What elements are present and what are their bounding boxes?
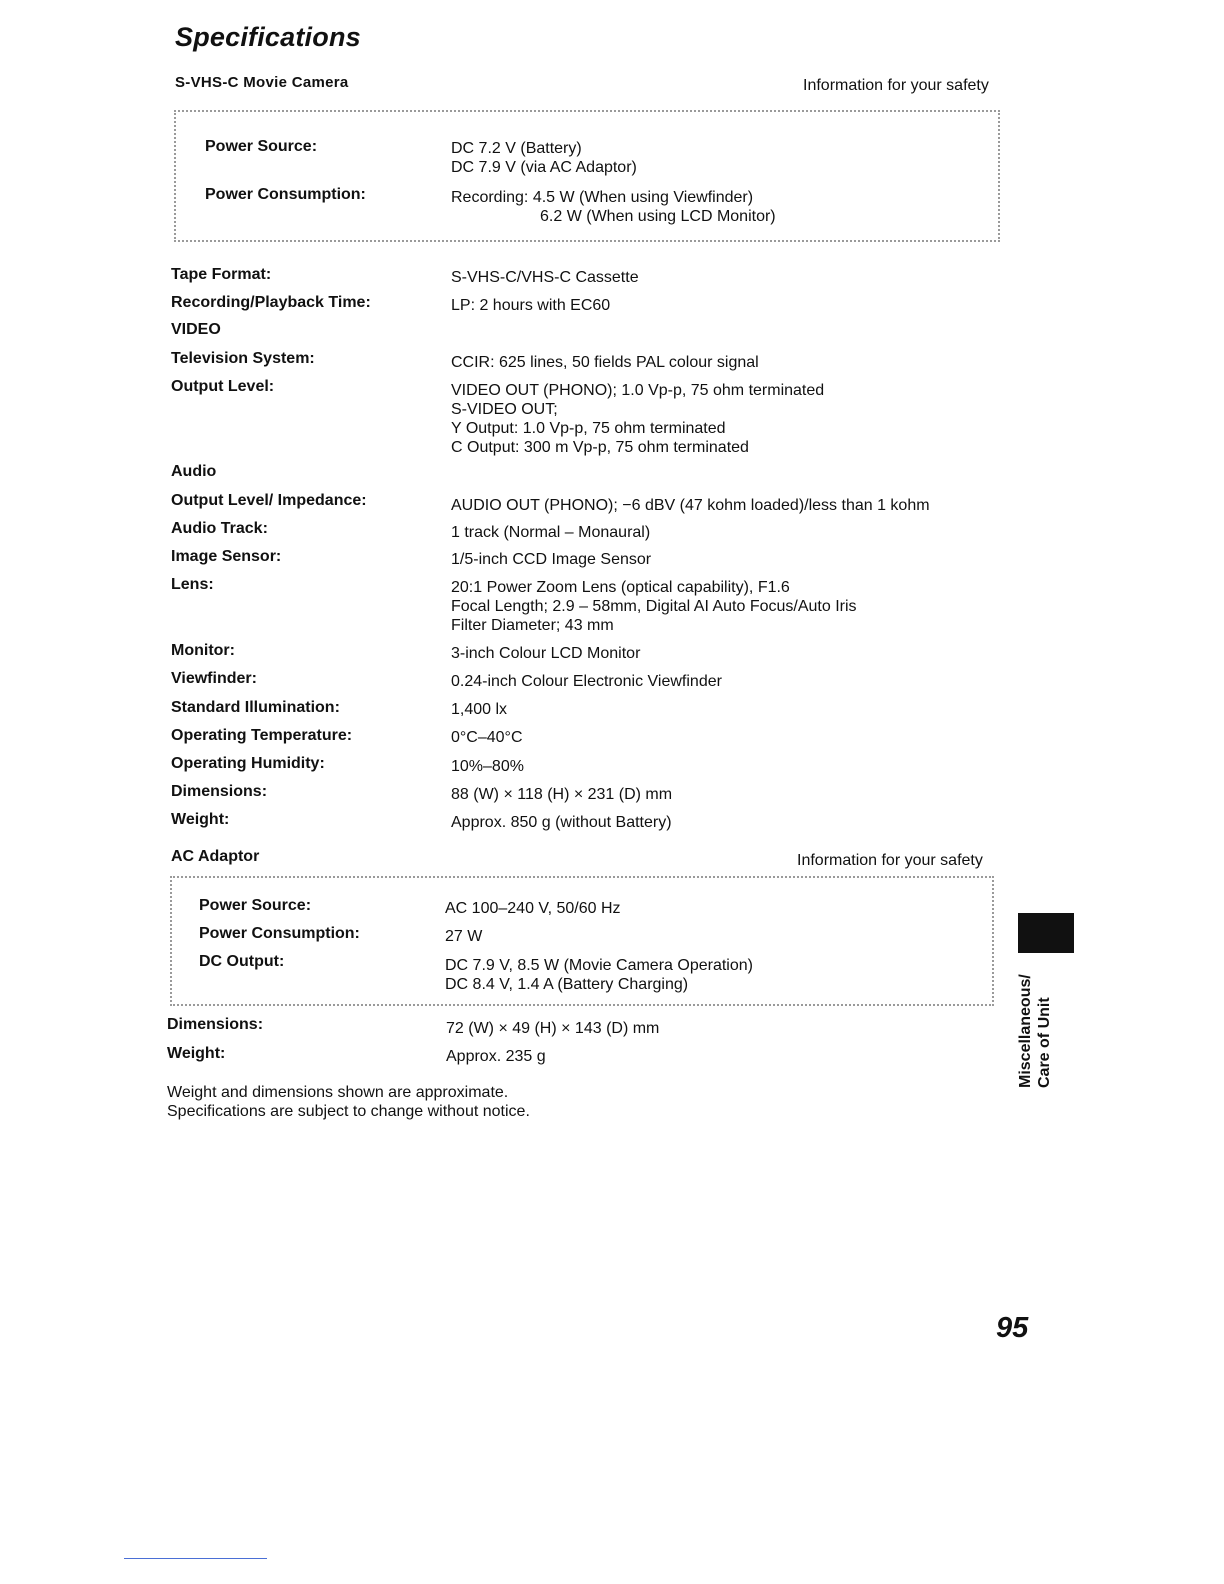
spec-value-line: C Output: 300 m Vp-p, 75 ohm terminated xyxy=(451,439,749,456)
spec-label-output-impedance: Output Level/ Impedance: xyxy=(171,492,367,509)
spec-label-tape-format: Tape Format: xyxy=(171,266,272,283)
adaptor-value-dc-output xyxy=(445,956,753,994)
spec-value-line: AUDIO OUT (PHONO); −6 dBV (47 kohm loaded)/less than 1 kohm xyxy=(451,497,930,514)
spec-value-television-system xyxy=(451,353,759,372)
adaptor-value-power-source xyxy=(445,899,621,918)
spec-value-line: 1/5-inch CCD Image Sensor xyxy=(451,551,652,568)
spec-value-power-source xyxy=(451,139,637,177)
spec-label-operating-temperature: Operating Temperature: xyxy=(171,727,353,744)
page-title: Specifications xyxy=(175,22,361,52)
adaptor-value-weight xyxy=(446,1047,546,1066)
adaptor-label-power-source: Power Source: xyxy=(199,897,312,914)
footnotes xyxy=(167,1083,530,1121)
adaptor-section-heading: AC Adaptor xyxy=(171,848,260,865)
spec-label-dimensions: Dimensions: xyxy=(171,783,268,800)
spec-value-output-impedance xyxy=(451,496,930,515)
spec-value-line: 88 (W) × 118 (H) × 231 (D) mm xyxy=(451,786,673,803)
spec-value-operating-temperature xyxy=(451,728,523,747)
spec-value-line: Approx. 235 g xyxy=(446,1048,546,1065)
footer-rule xyxy=(124,1558,267,1559)
spec-value-line: CCIR: 625 lines, 50 fields PAL colour signal xyxy=(451,354,759,371)
spec-value-line: DC 7.9 V, 8.5 W (Movie Camera Operation) xyxy=(445,957,753,974)
spec-value-power-consumption xyxy=(451,188,776,226)
spec-label-lens: Lens: xyxy=(171,576,214,593)
spec-group-video: VIDEO xyxy=(171,321,221,338)
spec-value-line: Focal Length; 2.9 – 58mm, Digital AI Auto Focus/Auto Iris xyxy=(451,598,857,615)
spec-value-line: 0.24-inch Colour Electronic Viewfinder xyxy=(451,673,722,690)
camera-section-heading: S-VHS-C Movie Camera xyxy=(175,74,349,91)
section-tab-line: Miscellaneous/ xyxy=(1017,974,1034,1088)
spec-value-lens xyxy=(451,578,857,635)
spec-value-line: Filter Diameter; 43 mm xyxy=(451,617,614,634)
spec-value-line: DC 7.9 V (via AC Adaptor) xyxy=(451,159,637,176)
spec-value-line: Y Output: 1.0 Vp-p, 75 ohm terminated xyxy=(451,420,726,437)
spec-value-line: AC 100–240 V, 50/60 Hz xyxy=(445,900,621,917)
spec-value-line: 0°C–40°C xyxy=(451,729,523,746)
spec-label-power-consumption: Power Consumption: xyxy=(205,186,366,203)
adaptor-value-power-consumption xyxy=(445,927,482,946)
spec-label-viewfinder: Viewfinder: xyxy=(171,670,257,687)
footnote-line: Specifications are subject to change without notice. xyxy=(167,1103,530,1120)
spec-group-audio: Audio xyxy=(171,463,217,480)
adaptor-label-dimensions: Dimensions: xyxy=(167,1016,264,1033)
adaptor-label-dc-output: DC Output: xyxy=(199,953,285,970)
section-tab-label xyxy=(1016,974,1054,1088)
spec-value-line: 1 track (Normal – Monaural) xyxy=(451,524,651,541)
spec-value-line: 10%–80% xyxy=(451,758,524,775)
spec-value-line: Approx. 850 g (without Battery) xyxy=(451,814,672,831)
spec-value-output-level xyxy=(451,381,824,457)
section-tab-marker xyxy=(1018,913,1074,953)
spec-value-line: 27 W xyxy=(445,928,483,945)
spec-label-operating-humidity: Operating Humidity: xyxy=(171,755,325,772)
spec-value-weight xyxy=(451,813,672,832)
adaptor-safety-note: Information for your safety xyxy=(797,852,983,869)
adaptor-label-weight: Weight: xyxy=(167,1045,226,1062)
camera-safety-note: Information for your safety xyxy=(803,77,989,94)
spec-value-line: 20:1 Power Zoom Lens (optical capability), F1.6 xyxy=(451,579,790,596)
footnote-line: Weight and dimensions shown are approximate. xyxy=(167,1084,509,1101)
spec-value-line: VIDEO OUT (PHONO); 1.0 Vp-p, 75 ohm terminated xyxy=(451,382,825,399)
spec-value-operating-humidity xyxy=(451,757,524,776)
spec-value-monitor xyxy=(451,644,640,663)
spec-value-line: 1,400 lx xyxy=(451,701,508,718)
spec-label-power-source: Power Source: xyxy=(205,138,318,155)
spec-value-tape-format xyxy=(451,268,639,287)
spec-value-image-sensor xyxy=(451,550,651,569)
spec-label-monitor: Monitor: xyxy=(171,642,235,659)
spec-value-dimensions xyxy=(451,785,672,804)
section-tab-line: Care of Unit xyxy=(1036,997,1053,1088)
spec-value-standard-illumination xyxy=(451,700,507,719)
spec-label-weight: Weight: xyxy=(171,811,230,828)
spec-value-line: DC 8.4 V, 1.4 A (Battery Charging) xyxy=(445,976,689,993)
spec-value-line: S-VHS-C/VHS-C Cassette xyxy=(451,269,639,286)
spec-value-recording-time xyxy=(451,296,610,315)
spec-label-output-level: Output Level: xyxy=(171,378,275,395)
spec-value-line: 3-inch Colour LCD Monitor xyxy=(451,645,641,662)
spec-value-line: 72 (W) × 49 (H) × 143 (D) mm xyxy=(446,1020,660,1037)
page-number: 95 xyxy=(996,1312,1029,1344)
spec-label-audio-track: Audio Track: xyxy=(171,520,268,537)
spec-value-line: S-VIDEO OUT; xyxy=(451,401,558,418)
spec-label-image-sensor: Image Sensor: xyxy=(171,548,282,565)
spec-value-line: LP: 2 hours with EC60 xyxy=(451,297,611,314)
adaptor-value-dimensions xyxy=(446,1019,659,1038)
spec-value-line: Recording: 4.5 W (When using Viewfinder) xyxy=(451,189,754,206)
spec-value-audio-track xyxy=(451,523,650,542)
spec-value-viewfinder xyxy=(451,672,722,691)
spec-value-line: DC 7.2 V (Battery) xyxy=(451,140,582,157)
spec-label-standard-illumination: Standard Illumination: xyxy=(171,699,340,716)
spec-label-recording-time: Recording/Playback Time: xyxy=(171,294,371,311)
spec-label-television-system: Television System: xyxy=(171,350,315,367)
adaptor-label-power-consumption: Power Consumption: xyxy=(199,925,360,942)
spec-value-line: 6.2 W (When using LCD Monitor) xyxy=(540,208,776,225)
